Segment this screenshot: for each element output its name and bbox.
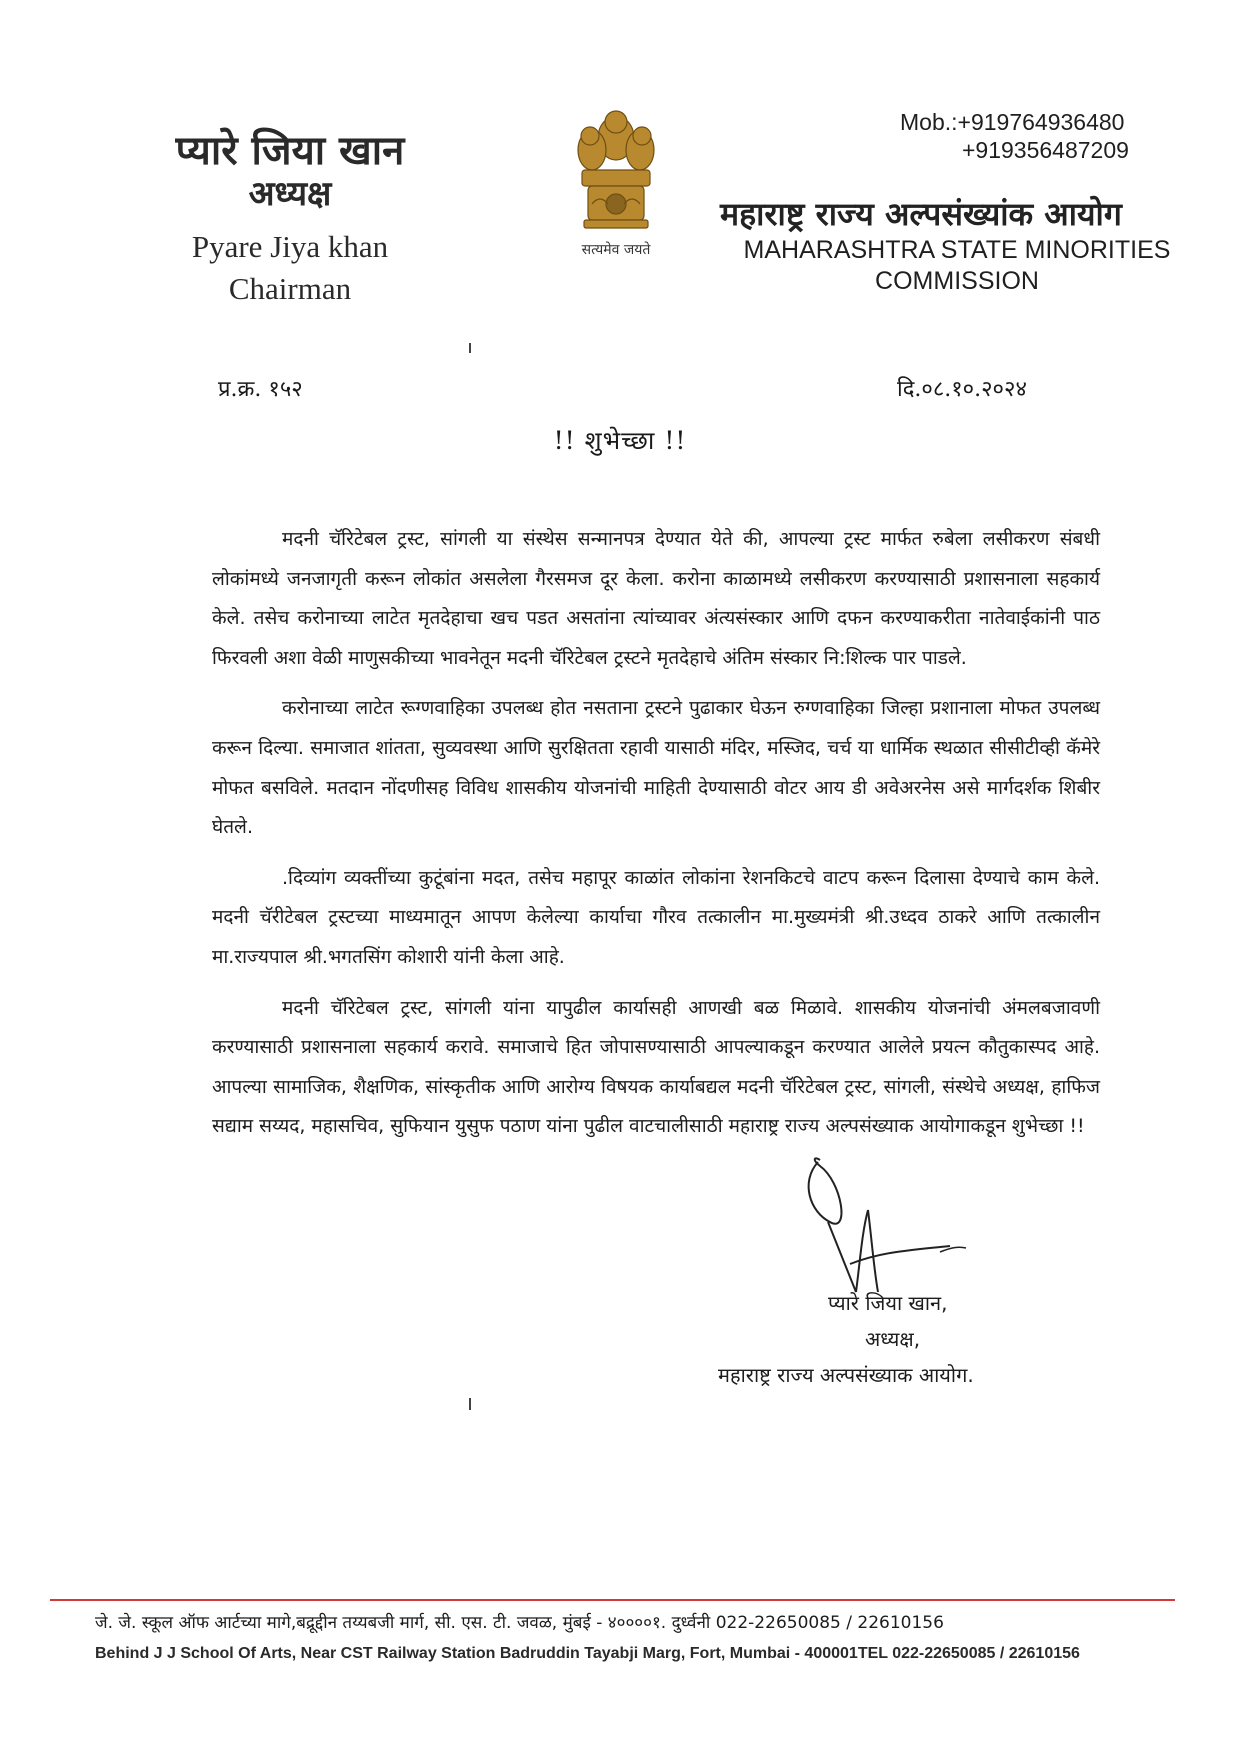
- national-emblem-icon: [556, 108, 676, 238]
- body-paragraph: .दिव्यांग व्यक्तींच्या कुटूंबांना मदत, तसेच महापूर काळांत लोकांना रेशनकिटचे वाटप करून दिलासा देण्याचे काम केले. मदनी चॅरीटेबल ट्रस्टच्या माध्यमातून आपण केलेल्या कार्याचा गौरव तत्कालीन मा.मुख्यमंत्री श्री.उध्दव ठाकरे आणि तत्कालीन मा.राज्यपाल श्री.भगतसिंग कोशारी यांनी केला आहे.: [212, 866, 1100, 968]
- body-paragraph: करोनाच्या लाटेत रूग्णवाहिका उपलब्ध होत नसताना ट्रस्टने पुढाकार घेऊन रुग्णवाहिका जिल्हा प्रशानाला मोफत उपलब्ध करून दिल्या. समाजात शांतता, सुव्यवस्था आणि सुरक्षितता रहावी यासाठी मंदिर, मस्जिद, चर्च या धार्मिक स्थळात सीसीटीव्ही कॅमेरे मोफत बसविले. मतदान नोंदणीसह विविध शासकीय योजनांची माहिती देण्यासाठी वोटर आय डी अवेअरनेस असे मार्गदर्शक शिबीर घेतले.: [212, 697, 1100, 839]
- signature-block: [700, 1285, 1080, 1393]
- greeting-heading: !! शुभेच्छा !!: [553, 426, 687, 455]
- body-paragraph: मदनी चॅरिटेबल ट्रस्ट, सांगली या संस्थेस सन्मानपत्र देण्यात येते की, आपल्या ट्रस्ट मार्फत रुबेला लसीकरण संबधी लोकांमध्ये जनजागृती करून लोकांत असलेला गैरसमज दूर केला. करोना काळामध्ये लसीकरण करण्यासाठी प्रशासनाला सहकार्य केले. तसेच करोनाच्या लाटेत मृतदेहाचा खच पडत असतांना त्यांच्यावर अंत्यसंस्कार आणि दफन करण्याकरीता नातेवाईकांनी पाठ फिरवली अशा वेळी माणुसकीच्या भावनेतून मदनी चॅरिटेबल ट्रस्टने मृतदेहाचे अंतिम संस्कार नि:शिल्क पार पाडले.: [212, 528, 1100, 669]
- mobile-number-2: +919356487209: [962, 137, 1129, 163]
- mobile-numbers: [900, 108, 1140, 164]
- letter-date: दि.०८.१०.२०२४: [897, 377, 1027, 402]
- scan-mark: [469, 343, 471, 353]
- footer-address-marathi: जे. जे. स्कूल ऑफ आर्टच्या मागे,बद्रूद्दीन तय्यबजी मार्ग, सी. एस. टी. जवळ, मुंबई - ४००००१. दुर्ध्वनी 022-22650085 / 22610156: [95, 1613, 944, 1633]
- signatory-name: प्यारे जिया खान,: [828, 1291, 948, 1315]
- organization-name-marathi: महाराष्ट्र राज्य अल्पसंख्यांक आयोग: [720, 195, 1122, 233]
- mobile-number-1: Mob.:+919764936480: [900, 109, 1125, 135]
- signatory-organization: महाराष्ट्र राज्य अल्पसंख्याक आयोग.: [718, 1363, 974, 1387]
- body-paragraph: मदनी चॅरिटेबल ट्रस्ट, सांगली यांना यापुढील कार्यासही आणखी बळ मिळावे. शासकीय योजनांची अंमलबजावणी करण्यासाठी प्रशासनाला सहकार्य करावे. समाजाचे हित जोपासण्यासाठी आपल्याकडून करण्यात आलेले प्रयत्न कौतुकास्पद आहे. आपल्या सामाजिक, शैक्षणिक, सांस्कृतीक आणि आरोग्य विषयक कार्याबद्यल मदनी चॅरिटेबल ट्रस्ट, सांगली, संस्थेचे अध्यक्ष, हाफिज सद्याम सय्यद, महासचिव, सुफियान युसुफ पठाण यांना पुढील वाटचालीसाठी महाराष्ट्र राज्य अल्पसंख्याक आयोगाकडून शुभेच्छा !!: [212, 996, 1100, 1138]
- national-emblem: [556, 108, 676, 263]
- organization-name-english-line2: COMMISSION: [875, 267, 1039, 295]
- chairman-name-marathi: प्यारे जिया खान: [175, 127, 405, 174]
- footer-address-english: Behind J J School Of Arts, Near CST Railway Station Badruddin Tayabji Marg, Fort, Mumbai - 400001TEL 022-22650085 / 22610156: [95, 1645, 1080, 1662]
- handwritten-signature: [790, 1152, 980, 1302]
- signatory-title: अध्यक्ष,: [865, 1327, 921, 1351]
- reference-number: प्र.क्र. १५२: [218, 377, 303, 402]
- scan-mark: [469, 1398, 471, 1410]
- chairman-title-english: Chairman: [228, 271, 352, 306]
- organization-name-english: [722, 235, 1192, 297]
- organization-name-english-line1: MAHARASHTRA STATE MINORITIES: [743, 236, 1171, 264]
- letter-body: [212, 520, 1100, 1158]
- emblem-motto: सत्यमेव जयते: [581, 242, 651, 258]
- chairman-name-english: Pyare Jiya khan: [191, 229, 389, 264]
- footer-divider: [50, 1599, 1175, 1601]
- chairman-block: [140, 128, 440, 310]
- chairman-title-marathi: अध्यक्ष: [248, 174, 332, 214]
